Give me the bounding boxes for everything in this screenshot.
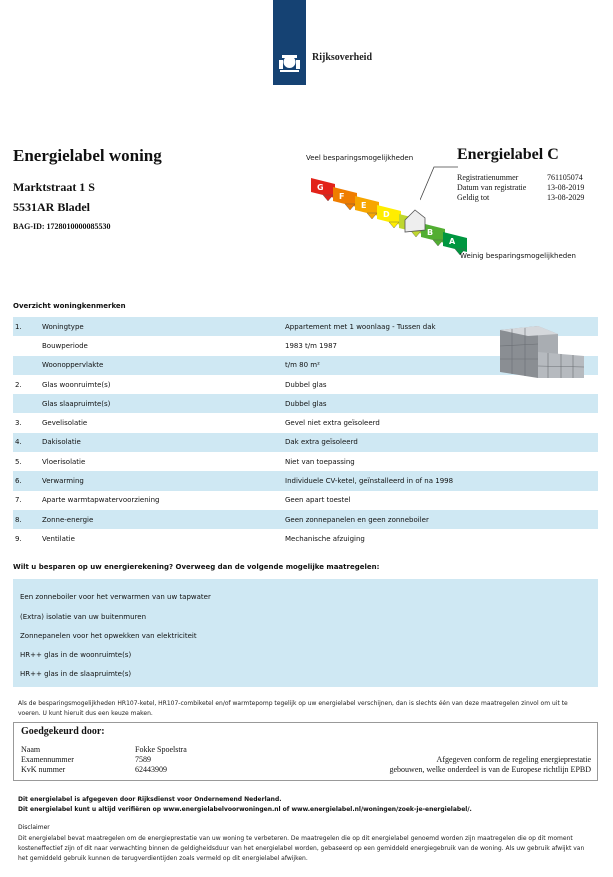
row-value: Dubbel glas xyxy=(285,380,327,389)
scale-arrow-icon xyxy=(389,222,399,228)
row-value: Dak extra geïsoleerd xyxy=(285,438,358,447)
approved-statement-2: gebouwen, welke onderdeel is van de Europese richtlijn EPBD xyxy=(389,765,591,774)
disclaimer-title: Disclaimer xyxy=(18,824,50,831)
scale-arrow-icon xyxy=(433,240,443,246)
row-label: Glas slaapruimte(s) xyxy=(42,399,111,408)
disclaimer-text: Dit energielabel bevat maatregelen om de energieprestatie van uw woning te verbeteren. De maatregelen die op dit energielabel genoemd worden zijn maatregelen die op dit moment kosteneffectief zijn of dit naar verwachting binnen de geldigheidsduur van het energielabel worden, gebaseerd op een gemiddeld energiegebruik van de woning. Als uw gebruik afwijkt van het gemiddeld gebruik kunnen de terugverdientijden zoals vermeld op dit energielabel afwijken. xyxy=(18,835,585,862)
row-label: Ventilatie xyxy=(42,534,75,543)
approver-name-label: Naam xyxy=(21,745,41,754)
row-number: 1. xyxy=(15,322,22,331)
building-illustration xyxy=(498,326,586,380)
house-marker-icon xyxy=(405,210,425,232)
exam-number-value: 7589 xyxy=(135,755,151,764)
registration-number-value: 761105074 xyxy=(547,173,583,182)
kvk-number-value: 62443909 xyxy=(135,765,167,774)
approver-name-value: Fokke Spoelstra xyxy=(135,745,187,754)
advice-note: Als de besparingsmogelijkheden HR107-ketel, HR107-combiketel en/of warmtepomp tegelijk op uw energielabel verschijnen, dan is slechts één van deze maatregelen zinvol om uit te voeren. U kunt hieruit dus een keuze maken. xyxy=(18,700,568,717)
scale-class-label: E xyxy=(361,201,367,210)
energy-label-title: Energielabel C xyxy=(457,146,559,163)
table-row xyxy=(13,413,598,432)
registration-date-value: 13-08-2019 xyxy=(547,183,585,192)
row-label: Zonne-energie xyxy=(42,515,94,524)
scale-class-label: B xyxy=(427,228,434,237)
scale-arrow-icon xyxy=(323,195,333,201)
advice-item: HR++ glas in de woonruimte(s) xyxy=(20,651,132,659)
row-label: Glas woonruimte(s) xyxy=(42,380,111,389)
row-label: Woonoppervlakte xyxy=(42,361,104,370)
table-row xyxy=(13,529,598,548)
table-row xyxy=(13,433,598,452)
rijksoverheid-logo-bar xyxy=(273,0,306,85)
advice-box xyxy=(13,579,598,687)
exam-number-label: Examennummer xyxy=(21,755,74,764)
scale-arrow-icon xyxy=(411,231,421,237)
scale-class-label: G xyxy=(317,183,324,192)
approved-statement-1: Afgegeven conform de regeling energieprestatie xyxy=(436,755,591,764)
registration-number-label: Registratienummer xyxy=(457,173,519,182)
advice-item: Zonnepanelen voor het opwekken van elektriciteit xyxy=(20,632,197,640)
row-number: 9. xyxy=(15,534,22,543)
row-number: 3. xyxy=(15,419,22,428)
table-row xyxy=(13,491,598,510)
row-label: Vloerisolatie xyxy=(42,457,86,466)
scale-arrow-icon xyxy=(345,204,355,210)
address-street: Marktstraat 1 S xyxy=(13,180,95,194)
approved-title: Goedgekeurd door: xyxy=(21,726,105,737)
row-label: Aparte warmtapwatervoorziening xyxy=(42,496,160,505)
kvk-number-label: KvK nummer xyxy=(21,765,66,774)
table-row xyxy=(13,394,598,413)
row-number: 5. xyxy=(15,457,22,466)
address-postal: 5531AR Bladel xyxy=(13,200,91,214)
row-value: Gevel niet extra geïsoleerd xyxy=(285,419,380,428)
row-label: Bouwperiode xyxy=(42,341,88,350)
table-row xyxy=(13,452,598,471)
footer-issued-by: Dit energielabel is afgegeven door Rijksdienst voor Ondernemend Nederland. xyxy=(18,796,282,803)
row-number: 7. xyxy=(15,496,22,505)
scale-arrow-icon xyxy=(367,213,377,219)
overview-heading: Overzicht woningkenmerken xyxy=(13,302,126,310)
row-value: t/m 80 m² xyxy=(285,361,320,370)
registration-date-label: Datum van registratie xyxy=(457,183,527,192)
scale-top-text: Veel besparingsmogelijkheden xyxy=(306,154,414,162)
logo-text: Rijksoverheid xyxy=(312,52,372,63)
row-number: 8. xyxy=(15,515,22,524)
footer-verify: Dit energielabel kunt u altijd verifiëren op www.energielabelvoorwoningen.nl of www.energielabel.nl/woningen/zoek-je-energielabel/. xyxy=(18,806,472,813)
row-number: 6. xyxy=(15,477,22,486)
row-value: Geen zonnepanelen en geen zonneboiler xyxy=(285,515,429,524)
row-value: Dubbel glas xyxy=(285,399,327,408)
row-value: Appartement met 1 woonlaag - Tussen dak xyxy=(285,322,436,331)
advice-item: Een zonneboiler voor het verwarmen van uw tapwater xyxy=(20,593,211,601)
valid-until-label: Geldig tot xyxy=(457,193,490,202)
advice-heading: Wilt u besparen op uw energierekening? Overweeg dan de volgende mogelijke maatregelen: xyxy=(13,563,380,571)
scale-class-label: D xyxy=(383,210,390,219)
row-label: Dakisolatie xyxy=(42,438,81,447)
approved-box xyxy=(13,722,598,781)
row-label: Woningtype xyxy=(42,322,84,331)
scale-bottom-text: Weinig besparingsmogelijkheden xyxy=(460,252,576,260)
table-row xyxy=(13,471,598,490)
row-number: 2. xyxy=(15,380,22,389)
bag-id: BAG-ID: 1728010000085530 xyxy=(13,222,111,231)
advice-item: (Extra) isolatie van uw buitenmuren xyxy=(20,613,147,621)
row-value: Niet van toepassing xyxy=(285,457,355,466)
row-value: 1983 t/m 1987 xyxy=(285,341,338,350)
valid-until-value: 13-08-2029 xyxy=(547,193,585,202)
label-pointer-line xyxy=(420,166,460,202)
scale-class-label: F xyxy=(339,192,345,201)
page-title: Energielabel woning xyxy=(13,146,162,165)
row-label: Gevelisolatie xyxy=(42,419,88,428)
row-number: 4. xyxy=(15,438,22,447)
row-value: Geen apart toestel xyxy=(285,496,351,505)
scale-class-label: A xyxy=(449,237,456,246)
advice-item: HR++ glas in de slaapruimte(s) xyxy=(20,670,132,678)
coat-of-arms-icon xyxy=(273,0,306,85)
row-value: Individuele CV-ketel, geïnstalleerd in of na 1998 xyxy=(285,477,454,486)
row-label: Verwarming xyxy=(42,477,84,486)
row-value: Mechanische afzuiging xyxy=(285,534,365,543)
table-row xyxy=(13,510,598,529)
